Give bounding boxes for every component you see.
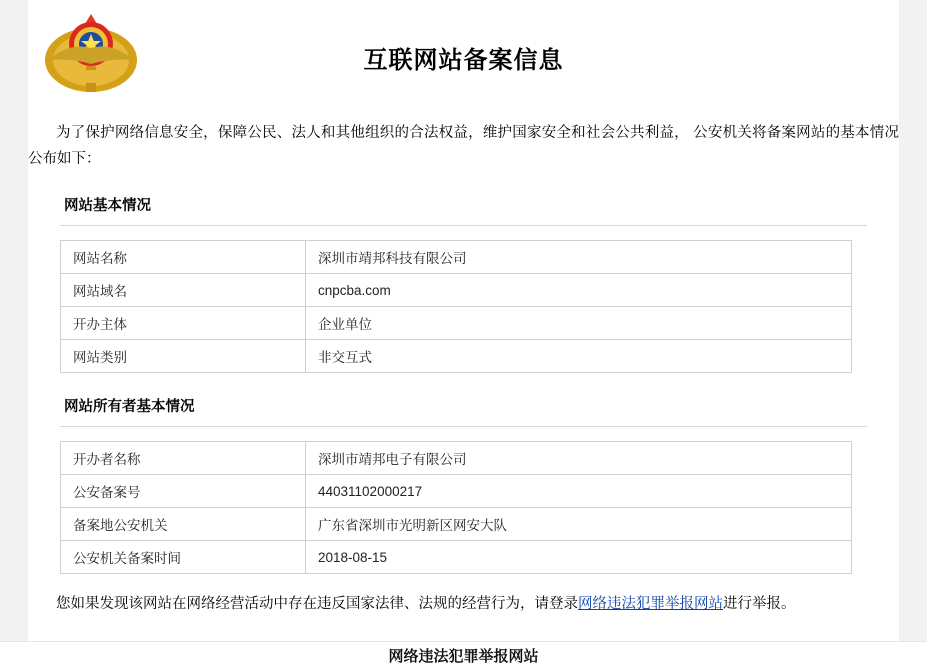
row-label: 开办主体 <box>61 307 306 340</box>
row-value: 深圳市靖邦科技有限公司 <box>306 241 852 274</box>
table-row <box>61 241 852 274</box>
row-value: 企业单位 <box>306 307 852 340</box>
row-label: 公安机关备案时间 <box>61 541 306 574</box>
section-title-owner-basic: 网站所有者基本情况 <box>60 373 867 427</box>
table-row <box>61 307 852 340</box>
table-row <box>61 475 852 508</box>
footer-note-prefix: 您如果发现该网站在网络经营活动中存在违反国家法律、法规的经营行为，请登录 <box>56 596 578 612</box>
table-website-basic <box>60 240 852 373</box>
row-label: 备案地公安机关 <box>61 508 306 541</box>
row-value: 广东省深圳市光明新区网安大队 <box>306 508 852 541</box>
section-title-website-basic: 网站基本情况 <box>60 172 867 226</box>
bottom-strip <box>0 641 927 664</box>
table-row <box>61 508 852 541</box>
table-row <box>61 541 852 574</box>
row-label: 网站名称 <box>61 241 306 274</box>
table-row <box>61 340 852 373</box>
footer-note-suffix: 进行举报。 <box>723 596 796 612</box>
row-value: 2018-08-15 <box>306 541 852 574</box>
row-label: 网站类别 <box>61 340 306 373</box>
row-label: 网站域名 <box>61 274 306 307</box>
section-website-basic <box>60 172 867 373</box>
page-title: 互联网站备案信息 <box>363 47 564 74</box>
row-value: cnpcba.com <box>306 274 852 307</box>
table-row <box>61 274 852 307</box>
page-header <box>0 0 927 108</box>
table-owner-basic <box>60 441 852 574</box>
row-label: 公安备案号 <box>61 475 306 508</box>
row-label: 开办者名称 <box>61 442 306 475</box>
footer-note <box>28 592 899 616</box>
row-value: 深圳市靖邦电子有限公司 <box>306 442 852 475</box>
report-website-link[interactable]: 网络违法犯罪举报网站 <box>578 596 723 612</box>
table-row <box>61 442 852 475</box>
intro-paragraph: 为了保护网络信息安全，保障公民、法人和其他组织的合法权益，维护国家安全和社会公共利益， 公安机关将备案网站的基本情况公布如下： <box>28 125 899 167</box>
row-value: 44031102000217 <box>306 475 852 508</box>
section-owner-basic <box>60 373 867 574</box>
bottom-strip-text: 网络违法犯罪举报网站 <box>388 648 539 664</box>
row-value: 非交互式 <box>306 340 852 373</box>
